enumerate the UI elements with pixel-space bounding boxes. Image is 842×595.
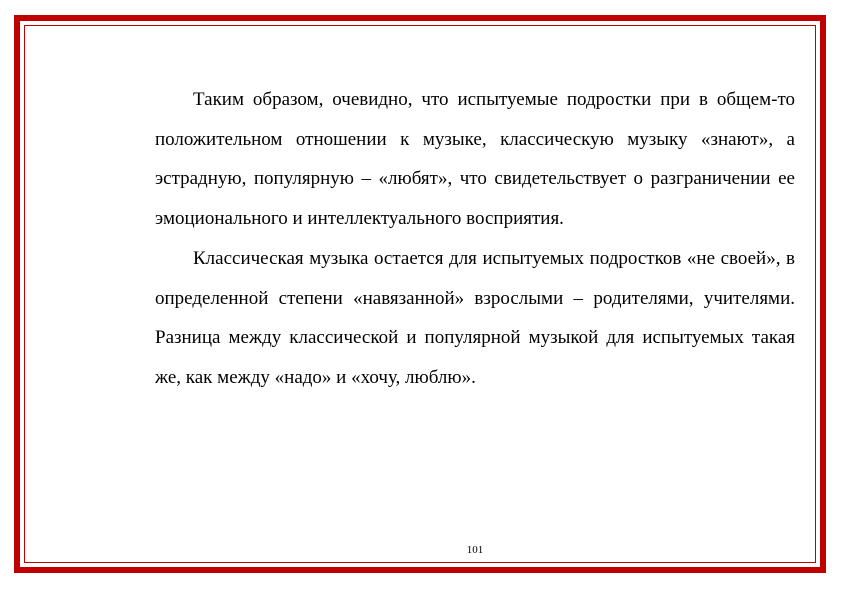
- page-number: 101: [466, 544, 484, 556]
- paragraph-1: Таким образом, очевидно, что испытуемые подростки при в общем-то положительном отношении к музыке, классическую музыку «знают», а эстрадную, популярную – «любят», что свидетельствует о разграничении ее эмоционального и интеллектуального восприятия.: [155, 89, 795, 230]
- body-text: [155, 80, 795, 398]
- paragraph-2: Классическая музыка остается для испытуемых подростков «не своей», в определенной степени «навязанной» взрослыми – родителями, учителями. Разница между классической и популярной музыкой для испытуемых такая же, как между «надо» и «хочу, люблю».: [155, 247, 795, 388]
